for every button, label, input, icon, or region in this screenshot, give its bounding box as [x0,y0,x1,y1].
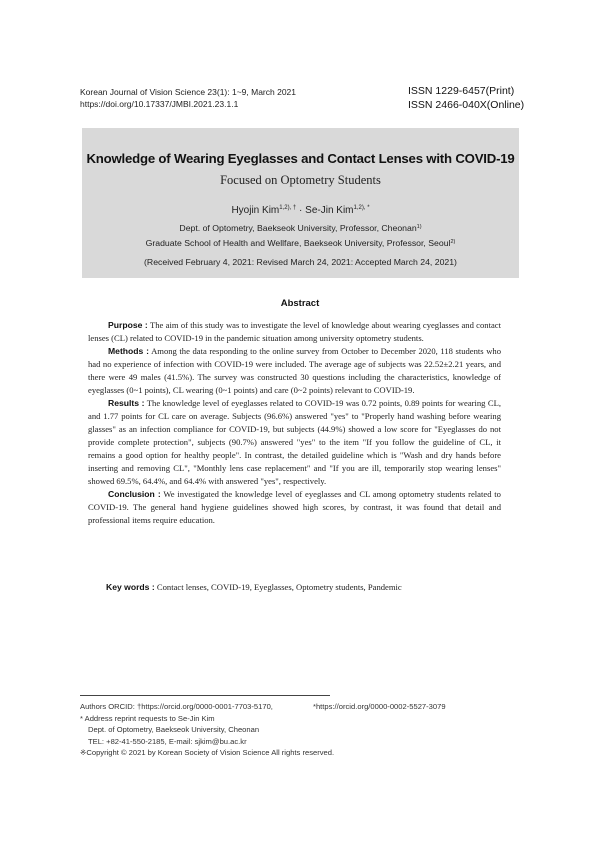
abstract-body [88,319,501,527]
title-box [82,128,519,278]
methods-label: Methods : [108,346,149,356]
corresponding-contact: TEL: +82-41-550-2185, E-mail: sjkim@bu.ac.kr [88,736,247,746]
issn-block [408,84,524,112]
methods-text: Among the data responding to the online survey from October to December 2020, 118 students who had no experience of infection with COVID-19 were included. The average age of subjects was 22.52±2.21 years, and there were 49 males (41.5%). The survey was constructed 30 questions including the characteristics, knowledge of eyeglasses (0~1 points), CL wearing (0~1 points) and care (0~2 points) relevant to COVID-19. [88,346,501,395]
purpose-label: Purpose : [108,320,148,330]
copyright-notice: ※Copyright © 2021 by Korean Society of Vision Science All rights reserved. [80,748,335,758]
abstract-heading: Abstract [280,298,320,309]
affiliation-1-text: Dept. of Optometry, Baekseok University, Professor, Cheonan [179,223,417,233]
issn-online: ISSN 2466-040X(Online) [408,99,525,111]
received-dates: (Received February 4, 2021: Revised March 24, 2021: Accepted March 24, 2021) [144,257,457,267]
author-separator: · [296,205,306,216]
keywords [106,582,402,592]
orcid-author-1[interactable]: Authors ORCID: †https://orcid.org/0000-0001-7703-5170, [80,702,273,711]
author-2-marks: 1,2), * [353,205,370,211]
affiliation-1-mark: 1) [416,224,422,230]
abstract-methods [88,345,501,397]
doi-link[interactable]: https://doi.org/10.17337/JMBI.2021.23.1.1 [80,99,239,109]
journal-header [80,86,296,110]
orcid-author-2[interactable]: *https://orcid.org/0000-0002-5527-3079 [313,702,446,711]
abstract-results [88,397,501,488]
footnotes [80,701,520,759]
paper-title: Knowledge of Wearing Eyeglasses and Contact Lenses with COVID-19 [86,151,515,166]
orcid-row [80,701,520,713]
issn-print: ISSN 1229-6457(Print) [408,85,515,97]
keywords-label: Key words : [106,582,155,592]
results-text: The knowledge level of eyeglasses related to COVID-19 was 0.72 points, 0.89 points for wearing CL, and 1.77 points for CL care on average. Subjects (96.6%) answered "yes" to "Properly hand washing before wearing glasses" as an infection compliance for COVID-19, but subjects (44.9%) showed a low score for "Eyeglasses do not provide complete protection", subjects (90.7%) answered "yes" to the item "If you follow the guideline of CL, it remains a good option for healthy people". In contrast, the detailed guideline which is "Wash and dry hands before inserting and removing CL", "Monthly lens case replacement" and "If you are ill, temporarily stop wearing lenses" showed 69.5%, 64.4%, and 64.4% with answered "yes", respectively. [88,398,502,486]
affiliation-1 [82,223,519,233]
affiliation-2 [82,238,519,248]
purpose-text: The aim of this study was to investigate the level of knowledge about wearing cyeglasses and contact lenses (CL) related to COVID-19 in the pandemic situation among university optometry students. [88,320,501,343]
affiliation-2-text: Graduate School of Health and Wellfare, Baekseok University, Professor, Seoul [145,238,451,248]
affiliation-2-mark: 2) [450,239,456,245]
author-1-marks: 1,2), † [279,205,297,211]
abstract-purpose [88,319,501,345]
author-line [82,205,519,216]
author-1: Hyojin Kim [231,205,280,216]
journal-citation: Korean Journal of Vision Science 23(1): 1~9, March 2021 [80,87,297,97]
author-2: Se-Jin Kim [305,205,354,216]
footnote-divider [80,695,330,696]
conclusion-text: We investigated the knowledge level of eyeglasses and CL among optometry students related to COVID-19. The general hand hygiene guidelines showed high scores, by contrast, it was found that detail and professional items require education. [88,489,501,525]
results-label: Results : [108,398,145,408]
corresponding-dept: Dept. of Optometry, Baekseok University, Cheonan [88,725,260,735]
abstract-conclusion [88,488,501,527]
reprint-request: * Address reprint requests to Se-Jin Kim [80,713,215,723]
paper-subtitle: Focused on Optometry Students [220,173,381,187]
keywords-text: Contact lenses, COVID-19, Eyeglasses, Optometry students, Pandemic [154,582,402,592]
conclusion-label: Conclusion : [108,489,161,499]
